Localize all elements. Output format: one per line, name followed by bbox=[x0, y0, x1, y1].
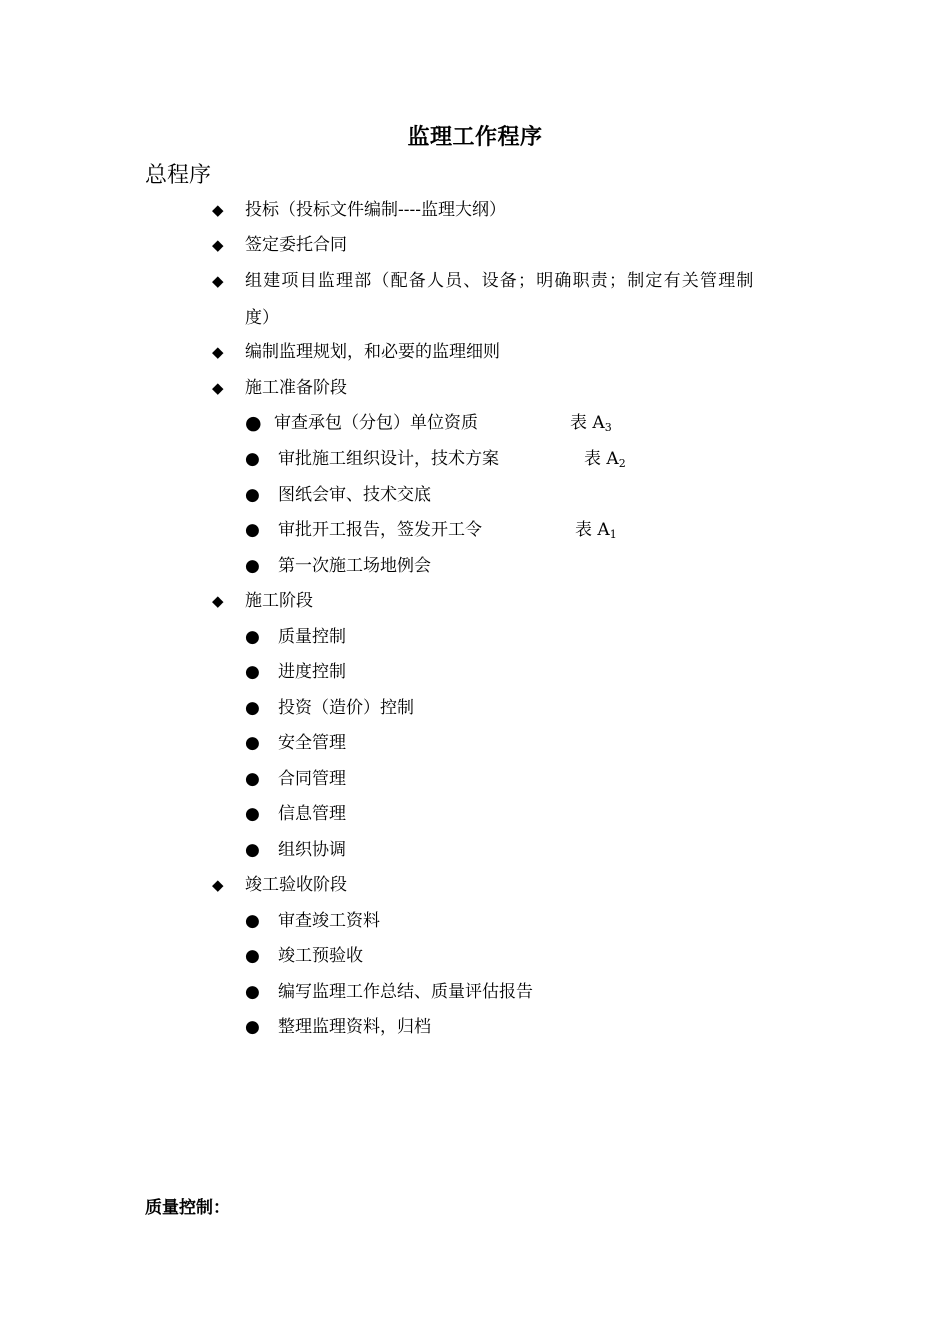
list-item-text: 竣工验收阶段 bbox=[245, 875, 347, 895]
list-item-text: 质量控制 bbox=[278, 627, 346, 647]
diamond-bullet-icon: ◆ bbox=[212, 343, 224, 361]
next-section-heading: 质量控制： bbox=[145, 1198, 230, 1218]
list-item-text: 审查竣工资料 bbox=[278, 911, 380, 931]
list-item-text: 信息管理 bbox=[278, 804, 346, 824]
list-item-text: 安全管理 bbox=[278, 733, 346, 753]
list-item-text: 编制监理规划，和必要的监理细则 bbox=[245, 342, 500, 362]
dot-bullet-icon: ● bbox=[245, 662, 260, 682]
dot-bullet-icon: ● bbox=[245, 485, 260, 505]
dot-bullet-icon: ● bbox=[245, 698, 260, 718]
list-item-text: 施工准备阶段 bbox=[245, 378, 347, 398]
diamond-bullet-icon: ◆ bbox=[212, 876, 224, 894]
dot-bullet-icon: ● bbox=[245, 449, 260, 469]
dot-bullet-icon: ● bbox=[245, 627, 260, 647]
dot-bullet-icon: ● bbox=[245, 769, 260, 789]
page-title: 监理工作程序 bbox=[407, 125, 543, 150]
list-item-text: 合同管理 bbox=[278, 769, 346, 789]
dot-bullet-icon: ● bbox=[245, 1017, 260, 1037]
section-title: 总程序 bbox=[145, 163, 212, 188]
list-item-text: 组织协调 bbox=[278, 840, 346, 860]
list-item-text: 度） bbox=[245, 308, 279, 328]
list-item-text: 竣工预验收 bbox=[278, 946, 363, 966]
dot-bullet-icon: ● bbox=[245, 946, 260, 966]
diamond-bullet-icon: ◆ bbox=[212, 236, 224, 254]
list-item-text: 投标（投标文件编制----监理大纲） bbox=[245, 200, 506, 220]
dot-bullet-icon: ● bbox=[245, 412, 262, 434]
dot-bullet-icon: ● bbox=[245, 982, 260, 1002]
diamond-bullet-icon: ◆ bbox=[212, 272, 224, 290]
list-item-text: 组建项目监理部（配备人员、设备；明确职责；制定有关管理制 bbox=[245, 271, 755, 291]
diamond-bullet-icon: ◆ bbox=[212, 201, 224, 219]
list-item-text: 审批施工组织设计，技术方案 bbox=[278, 449, 499, 469]
list-item-text: 施工阶段 bbox=[245, 591, 313, 611]
dot-bullet-icon: ● bbox=[245, 556, 260, 576]
diamond-bullet-icon: ◆ bbox=[212, 379, 224, 397]
list-item-text: 编写监理工作总结、质量评估报告 bbox=[278, 982, 533, 1002]
dot-bullet-icon: ● bbox=[245, 840, 260, 860]
table-reference: 表 $A_3$ bbox=[570, 413, 612, 434]
dot-bullet-icon: ● bbox=[245, 804, 260, 824]
dot-bullet-icon: ● bbox=[245, 520, 260, 540]
list-item-text: 图纸会审、技术交底 bbox=[278, 485, 431, 505]
list-item-text: 审查承包（分包）单位资质 bbox=[274, 413, 478, 433]
list-item-text: 投资（造价）控制 bbox=[278, 698, 414, 718]
list-item-text: 第一次施工场地例会 bbox=[278, 556, 431, 576]
list-item-text: 进度控制 bbox=[278, 662, 346, 682]
list-item-text: 签定委托合同 bbox=[245, 235, 347, 255]
list-item-text: 审批开工报告，签发开工令 bbox=[278, 520, 482, 540]
dot-bullet-icon: ● bbox=[245, 911, 260, 931]
dot-bullet-icon: ● bbox=[245, 733, 260, 753]
table-reference: 表 $A_1$ bbox=[575, 520, 617, 541]
table-reference: 表 $A_2$ bbox=[584, 449, 626, 470]
list-item-text: 整理监理资料，归档 bbox=[278, 1017, 431, 1037]
diamond-bullet-icon: ◆ bbox=[212, 592, 224, 610]
